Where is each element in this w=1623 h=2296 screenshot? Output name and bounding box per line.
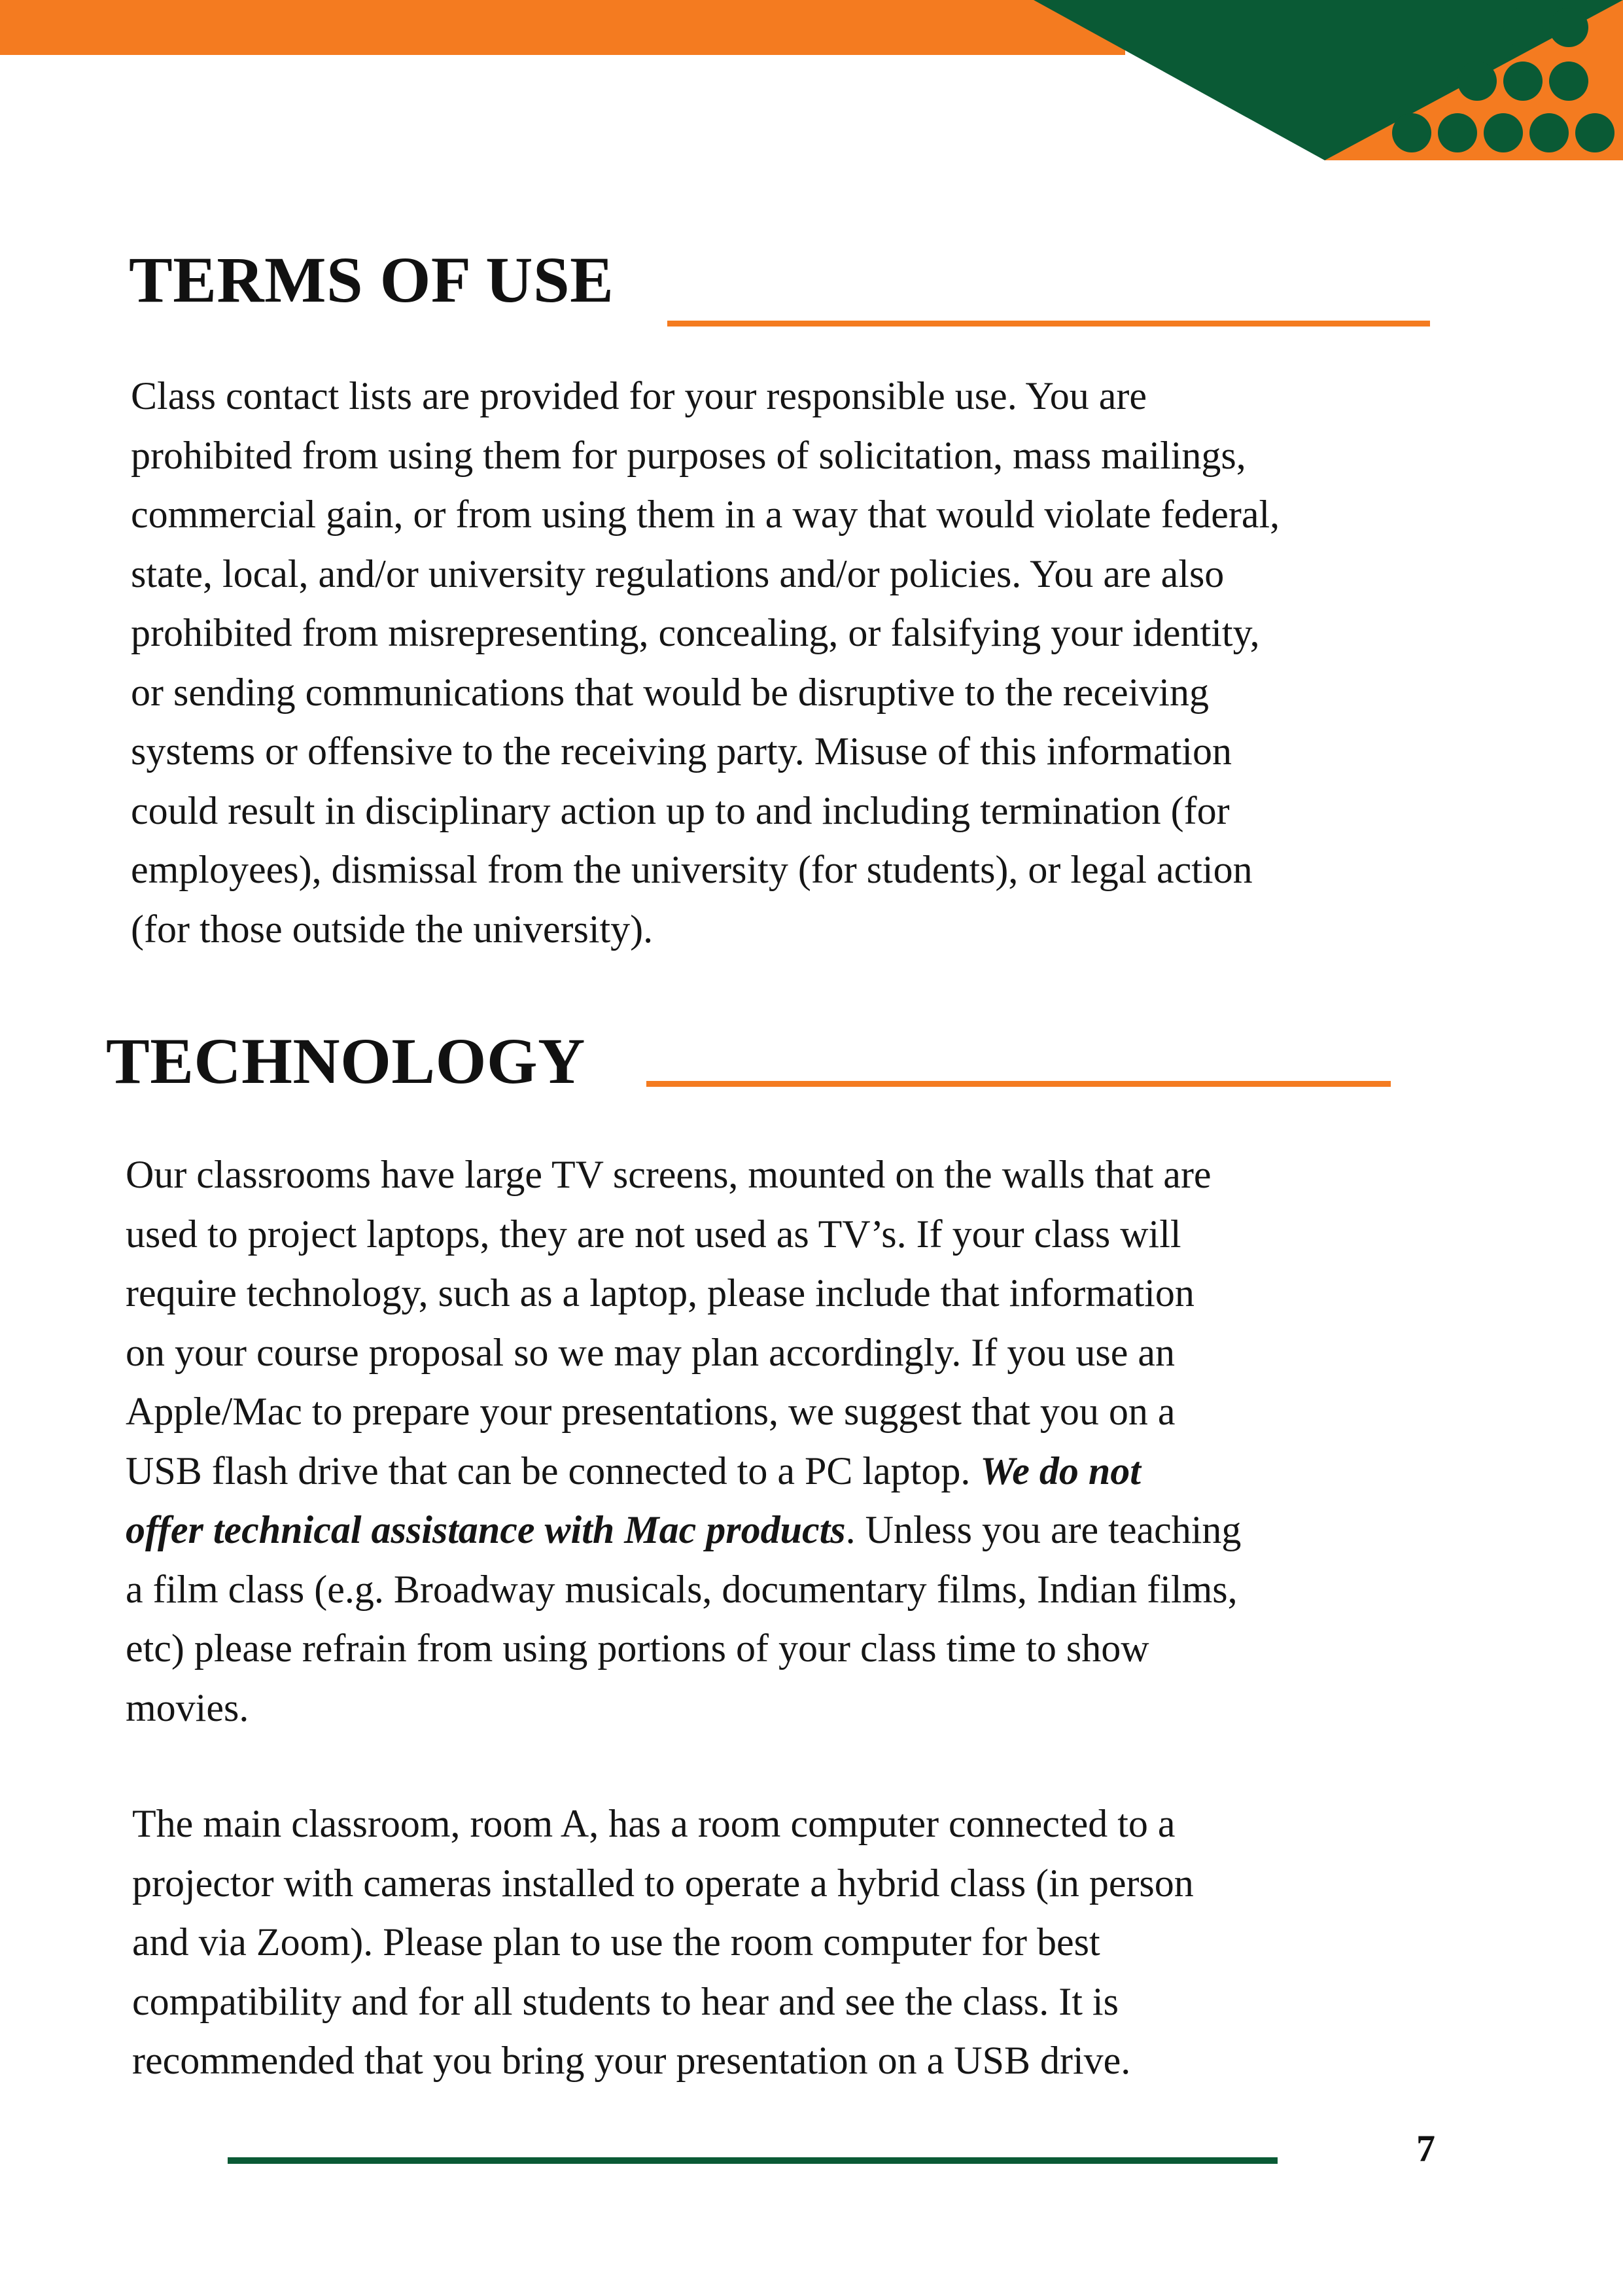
text-line: or sending communications that would be disruptive to the receiving: [131, 670, 1209, 714]
text-line: prohibited from using them for purposes of solicitation, mass mailings,: [131, 433, 1246, 477]
mac-notice-emphasis: We do not: [980, 1449, 1141, 1492]
line-text: . Unless you are teaching: [845, 1508, 1242, 1551]
text-line: movies.: [126, 1686, 249, 1729]
terms-heading: TERMS OF USE: [129, 243, 614, 316]
text-line: [126, 1500, 1241, 1560]
page-number: 7: [1416, 2127, 1435, 2170]
text-line: commercial gain, or from using them in a way that would violate federal,: [131, 493, 1280, 536]
text-line: recommended that you bring your presentation on a USB drive.: [132, 2039, 1131, 2082]
top-orange-bar: [0, 0, 1125, 55]
footer-divider: [228, 2157, 1278, 2164]
text-line: projector with cameras installed to operate a hybrid class (in person: [132, 1861, 1194, 1905]
text-line: compatibility and for all students to hear and see the class. It is: [132, 1979, 1119, 2023]
text-line: systems or offensive to the receiving party. Misuse of this information: [131, 730, 1232, 773]
text-line: used to project laptops, they are not used as TV’s. If your class will: [126, 1212, 1181, 1256]
text-line: Apple/Mac to prepare your presentations, we suggest that you on a: [126, 1390, 1176, 1433]
text-line: [126, 1441, 1241, 1501]
terms-paragraph: [131, 366, 1280, 959]
text-line: employees), dismissal from the university (for students), or legal action: [131, 848, 1253, 891]
text-line: on your course proposal so we may plan accordingly. If you use an: [126, 1330, 1176, 1374]
text-line: state, local, and/or university regulations and/or policies. You are also: [131, 552, 1225, 595]
technology-heading: TECHNOLOGY: [106, 1025, 585, 1097]
text-line: etc) please refrain from using portions of your class time to show: [126, 1627, 1149, 1670]
terms-heading-underline: [667, 321, 1430, 327]
text-line: Class contact lists are provided for your responsible use. You are: [131, 374, 1147, 417]
text-line: prohibited from misrepresenting, concealing, or falsifying your identity,: [131, 611, 1260, 654]
text-line: could result in disciplinary action up to and including termination (for: [131, 788, 1230, 832]
text-line: require technology, such as a laptop, please include that information: [126, 1271, 1195, 1315]
text-line: Our classrooms have large TV screens, mounted on the walls that are: [126, 1153, 1212, 1196]
line-text: USB flash drive that can be connected to a PC laptop.: [126, 1449, 981, 1492]
text-line: and via Zoom). Please plan to use the room computer for best: [132, 1920, 1100, 1964]
text-line: a film class (e.g. Broadway musicals, documentary films, Indian films,: [126, 1567, 1238, 1611]
technology-paragraph-2: [132, 1794, 1194, 2091]
text-line: (for those outside the university).: [131, 907, 654, 951]
text-line: The main classroom, room A, has a room computer connected to a: [132, 1802, 1176, 1845]
technology-paragraph-1: [126, 1145, 1241, 1737]
corner-dots-decoration: [1034, 0, 1623, 164]
mac-notice-emphasis: offer technical assistance with Mac products: [126, 1508, 846, 1551]
technology-heading-underline: [646, 1081, 1391, 1087]
